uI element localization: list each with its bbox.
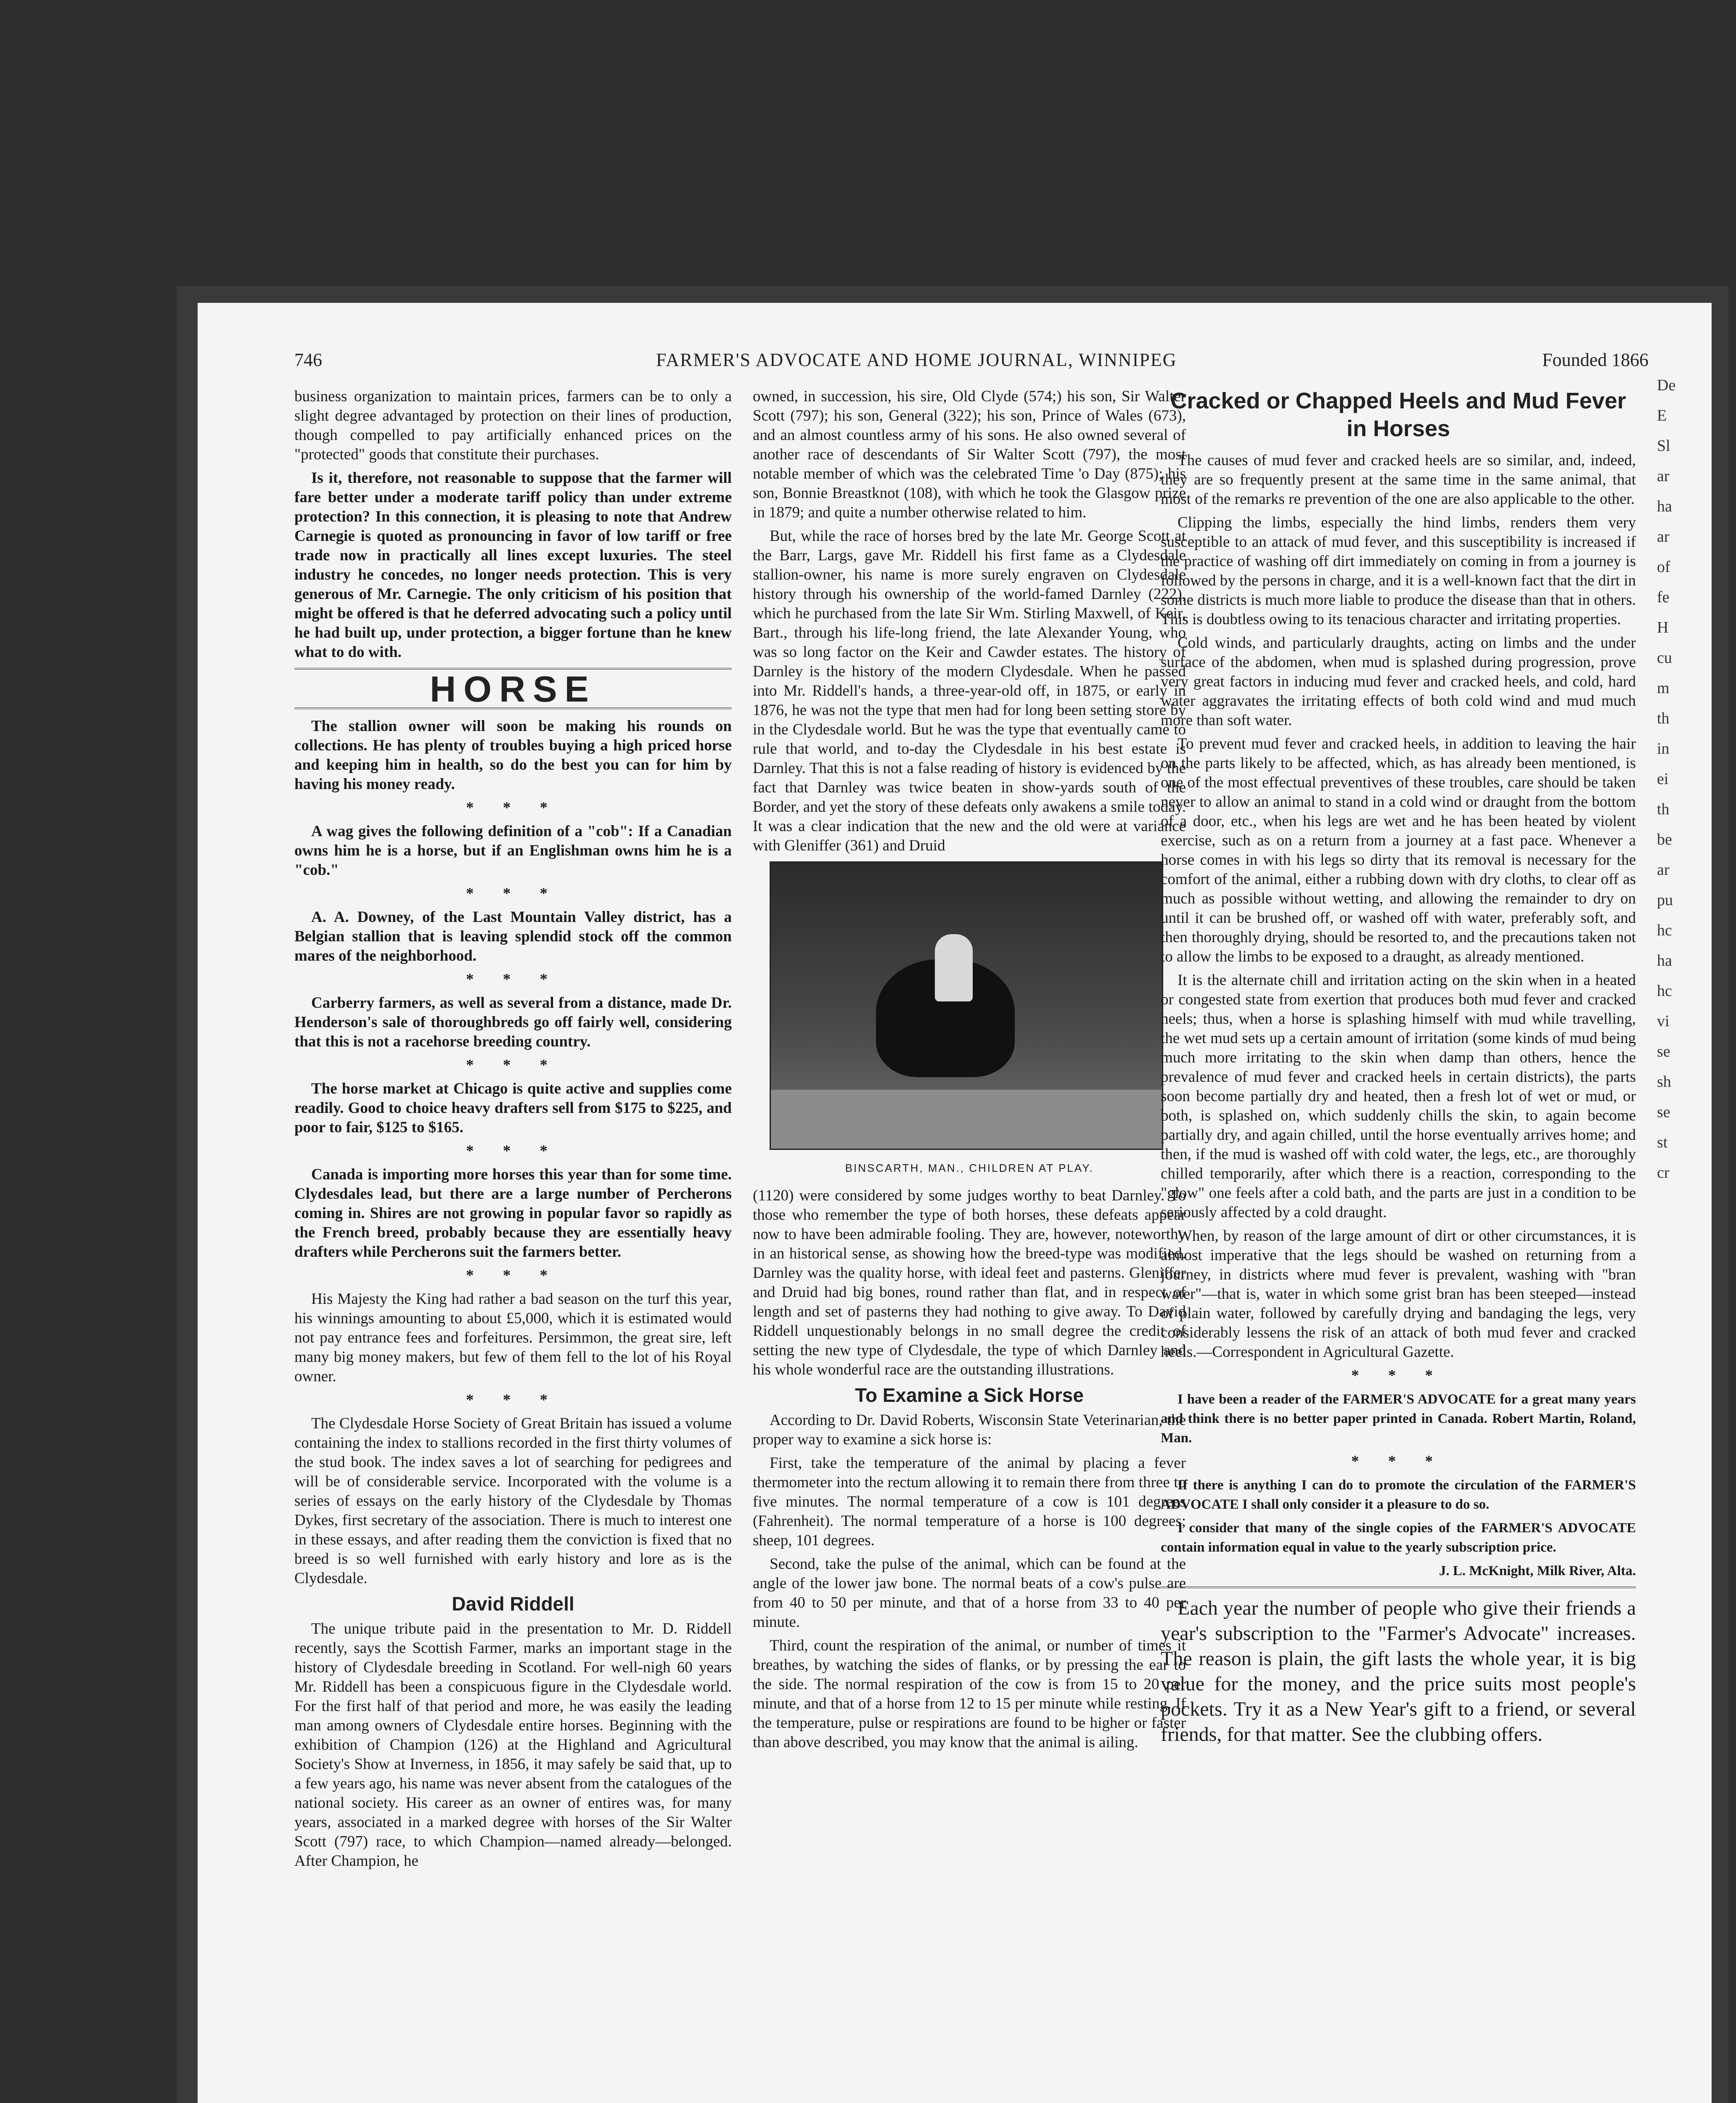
separator-stars: * * *	[466, 799, 560, 816]
riddell-continued-2: But, while the race of horses bred by the late Mr. George Scott at the Barr, Largs, gave Mr. Riddell his first fame as a Clydesdale stallion-owner, his name is more surely engraven on Clydesdale history through his ownership of the world-famed Darnley (222), which he purchased from the late Sir Wm. Stirling Maxwell, of Keir, Bart., through his life-long friend, the late Alexander Young, who was so long factor on the Keir and Cawder estates. The history of Darnley is the history of the modern Clydesdale. When he passed into Mr. Riddell's hands, a three-year-old off, in 1875, or early in 1876, he was not the type that men had for long been setting store by in the Clydesdale world. But he was the type that eventually came to rule that world, and to-day the Clydesdale in his best estate is Darnley. That this is not a false reading of history is evidenced by the fact that Darnley was twice beaten in show-yards south of the Border, and yet the story of these defeats only awakens a smile today. It was a clear indication that the new and the old were at variance with Gleniffer (361) and Druid	[753, 527, 1186, 854]
fragment: hc	[1657, 982, 1672, 1000]
mud-fever-para-5: It is the alternate chill and irritation acting on the skin when in a heated or congested state from exertion that produces both mud fever and cracked heels; thus, when a horse is splashing himself with mud while travelling, the wet mud sets up a certain amount of irritation (some kinds of mud being much more irritating to the skin when damp than others, hence the prevalence of mud fever and cracked heels in certain districts), the parts soon become partially dry and heated, then a fresh lot of wet or mud, or both, is splashed on, which suddenly chills the skin, to again become partially dry, and again chilled, until the horse eventually arrives home; and then, if the mud is washed off with cold water, the legs, etc., are thoroughly chilled temporarily, after which there is a reaction, corresponding to the "glow" one feels after a cold bath, and the parts are just in a condition to be seriously affected by a cold draught.	[1161, 972, 1636, 1221]
fragment: Sl	[1657, 437, 1670, 455]
separator-stars: * * *	[466, 1142, 560, 1160]
separator-stars: * * *	[466, 1391, 560, 1409]
fragment: ha	[1657, 952, 1672, 969]
column-1	[294, 387, 732, 2103]
fragment: H	[1657, 619, 1669, 636]
riddell-continued-1: owned, in succession, his sire, Old Clyde (574;) his son, Sir Walter Scott (797); his son, General (322); his son, Prince of Wales (673), and an almost countless army of his sons. He also owned several of another race of descendants of Sir Walter Scott (797), the most notable member of which was the celebrated Time 'o Day (875); his son, Bonnie Breastknot (108), with which he took the Glasgow prize in 1879; and quite a number otherwise related to him.	[753, 388, 1186, 521]
fragment: fe	[1657, 588, 1670, 606]
fragment: st	[1657, 1134, 1668, 1151]
photo-child	[935, 934, 973, 1001]
separator-stars: * * *	[466, 971, 560, 988]
separator-stars: * * *	[466, 885, 560, 902]
article-title-riddell: David Riddell	[452, 1593, 574, 1615]
fragment: vi	[1657, 1012, 1670, 1030]
sick-horse-respiration: Third, count the respiration of the animal, or number of times it breathes, by watching the sides of flanks, or by pressing the ear to the side. The normal respiration of the cow is from 15 to 20 per minute, and that of a horse from 12 to 15 per minute while resting. If the temperature, pulse or respirations are found to be higher or faster than above described, you may know that the animal is ailing.	[753, 1637, 1186, 1751]
fragment: pu	[1657, 891, 1673, 909]
fragment: be	[1657, 831, 1672, 848]
riddell-text: The unique tribute paid in the presentation to Mr. D. Riddell recently, says the Scottish Farmer, marks an important stage in the history of Clydesdale breeding in Scotland. For well-nigh 60 years Mr. Riddell has been a conspicuous figure in the Clydesdale world. For the first half of that period and more, he was easily the leading man among owners of Clydesdale entire horses. Beginning with the exhibition of Champion (126) at the Highland and Agricultural Society's Show at Inverness, in 1856, it may safely be said that, up to a few years ago, his name was never absent from the catalogues of the national society. His career as an owner of entires was, for many years, associated in a marked degree with horses of the Sir Walter Scott (797) race, to which Champion—named already—belonged. After Champion, he	[294, 1620, 732, 1870]
intro-paragraph-1: business organization to maintain prices, farmers can be to only a slight degree advantaged by protection on their lines of production, though compelled to pay artificially enhanced prices on the "protected" goods that constitute their purchases.	[294, 388, 732, 463]
fragment: of	[1657, 558, 1670, 576]
separator-stars: * * *	[466, 1267, 560, 1284]
note-carberry: Carberry farmers, as well as several from a distance, made Dr. Henderson's sale of thoroughbreds go off fairly well, considering that this is not a racehorse breeding country.	[294, 994, 732, 1050]
article-title-sick-horse: To Examine a Sick Horse	[855, 1384, 1084, 1406]
fragment: se	[1657, 1043, 1670, 1060]
sick-horse-pulse: Second, take the pulse of the animal, which can be found at the angle of the lower jaw bone. The normal beats of a cow's pulse are from 40 to 50 per minute, and that of a horse from 33 to 40 per minute.	[753, 1555, 1186, 1631]
fragment: ar	[1657, 528, 1670, 546]
fragment: th	[1657, 800, 1670, 818]
fragment: cr	[1657, 1164, 1670, 1181]
fragment: De	[1657, 376, 1676, 394]
founded-date: Founded 1866	[1542, 350, 1649, 370]
subscription-promo: Each year the number of people who give their friends a year's subscription to the "Farmer's Advocate" increases. The reason is plain, the gift lasts the whole year, it is big value for the money, and the price suits most people's pockets. Try it as a New Year's gift to a friend, or several friends, for that matter. See the clubbing offers.	[1161, 1597, 1636, 1745]
letter-signature: J. L. McKnight, Milk River, Alta.	[1439, 1563, 1636, 1579]
fragment: ar	[1657, 467, 1670, 485]
divider	[1161, 1587, 1636, 1590]
note-cob: A wag gives the following definition of a "cob": If a Canadian owns him he is a horse, but if an Englishman owns him he is a "cob."	[294, 823, 732, 879]
column-2	[753, 387, 1186, 2103]
mud-fever-para-3: Cold winds, and particularly draughts, acting on limbs and the under surface of the abdomen, when mud is splashed during progression, prove very great factors in inducing mud fever and cracked heels, and cold, hard water aggravates the irritating effects of both cold wind and mud much more than soft water.	[1161, 634, 1636, 729]
letter-promote: If there is anything I can do to promote the circulation of the FARMER'S ADVOCATE I shall only consider it a pleasure to do so.	[1161, 1478, 1636, 1512]
photo-caption: BINSCARTH, MAN., CHILDREN AT PLAY.	[845, 1162, 1094, 1174]
sick-horse-intro: According to Dr. David Roberts, Wisconsin State Veterinarian, the proper way to examine a sick horse is:	[753, 1412, 1186, 1448]
fragment: ha	[1657, 498, 1672, 515]
fragment: in	[1657, 740, 1670, 758]
note-downey: A. A. Downey, of the Last Mountain Valley district, has a Belgian stallion that is leaving splendid stock off the common mares of the neighborhood.	[294, 908, 732, 964]
photo-children-at-play	[770, 861, 1163, 1150]
separator-stars: * * *	[466, 1057, 560, 1074]
article-title-mud-fever: Cracked or Chapped Heels and Mud Fever in Horses	[1170, 388, 1626, 441]
mud-fever-para-4: To prevent mud fever and cracked heels, in addition to leaving the hair on the parts likely to be affected, which, as has already been mentioned, is one of the most effectual preventives of these troubles, care should be taken never to allow an animal to stand in a cold wind or draught from the bottom of a door, etc., when his legs are wet and he has been heated by violent exercise, such as on a return from a journey at a fast pace. Whenever a horse comes in with his legs so dirty that its removal is necessary for the comfort of the animal, either a rubbing down with dry cloths, to clear off as much as possible without wetting, and allowing the remainder to dry on until it can be brushed off, or washed off with water, preferably soft, and then thoroughly drying, should be resorted to, and the precautions taken not to allow the limbs to be exposed to a draught, as already mentioned.	[1161, 735, 1636, 965]
journal-title: FARMER'S ADVOCATE AND HOME JOURNAL, WINNIPEG	[656, 350, 1177, 370]
separator-stars: * * *	[1351, 1453, 1445, 1470]
fragment: se	[1657, 1103, 1670, 1121]
note-chicago: The horse market at Chicago is quite active and supplies come readily. Good to choice heavy drafters sell from $175 to $225, and poor to fair, $125 to $165.	[294, 1080, 732, 1136]
fragment: m	[1657, 679, 1670, 697]
note-imports: Canada is importing more horses this year than for some time. Clydesdales lead, but there are a large number of Percherons coming in. Shires are not growing in popular favor so rapidly as the French breed, probably because they are essentially heavy drafters while Percherons suit the farmers better.	[294, 1166, 732, 1261]
fragment: ar	[1657, 861, 1670, 879]
note-king: His Majesty the King had rather a bad season on the turf this year, his winnings amounting to about £5,000, which it is estimated would not pay entrance fees and forfeitures. Persimmon, the great sire, left many big money makers, but few of them fell to the lot of his Royal owner.	[294, 1290, 732, 1385]
fragment: sh	[1657, 1073, 1671, 1091]
fragment: ei	[1657, 770, 1669, 788]
mud-fever-para-6: When, by reason of the large amount of dirt or other circumstances, it is almost imperative that the legs should be washed on returning from a journey, in districts where mud fever is prevalent, washing with "bran water"—that is, water in which some grist bran has been steeped—instead of plain water, followed by carefully drying and bandaging the legs, very considerably lessens the risk of an attack of both mud fever and cracked heels.—Correspondent in Agricultural Gazette.	[1161, 1227, 1636, 1361]
adjacent-page-fragments	[1657, 370, 1716, 2103]
fragment: hc	[1657, 922, 1672, 939]
riddell-continued-3: (1120) were considered by some judges worthy to beat Darnley. To those who remember the type of both horses, these defeats appear now to have been admirable fooling. They are, however, noteworthy in an historical sense, as showing how the breed-type was modified. Darnley was the quality horse, with ideal feet and pasterns. Gleniffer and Druid had big bones, round rather than flat, and in respect of length and set of pasterns they had nothing to give away. To David Riddell unquestionably belongs in no small degree the credit of setting the new type of Clydesdale, the type of which Darnley and his whole wonderful race are the outstanding illustrations.	[753, 1187, 1186, 1378]
fragment: th	[1657, 710, 1670, 727]
page-header	[294, 345, 1649, 379]
letter-single-copies: I consider that many of the single copies of the FARMER'S ADVOCATE contain information equal in value to the yearly subscription price.	[1161, 1520, 1636, 1555]
fragment: E	[1657, 407, 1667, 424]
sick-horse-temperature: First, take the temperature of the animal by placing a fever thermometer into the rectum allowing it to remain there from three to five minutes. The normal temperature of a cow is 101 degrees (Fahrenheit). The normal temperature of a horse is 100 degrees; sheep, 101 degrees.	[753, 1454, 1186, 1549]
intro-paragraph-2: Is it, therefore, not reasonable to suppose that the farmer will fare better under a moderate tariff policy than under extreme protection? In this connection, it is pleasing to note that Andrew Carnegie is quoted as pronouncing in favor of low tariff or free trade now in practically all lines except luxuries. The steel industry he concedes, no longer needs protection. This is very generous of Mr. Carnegie. The only criticism of his position that might be offered is that he deferred advocating such a policy until he had built up, under protection, a bigger fortune than he knew what to do with.	[294, 469, 732, 661]
fragment: cu	[1657, 649, 1672, 667]
column-3	[1161, 387, 1636, 2103]
mud-fever-para-2: Clipping the limbs, especially the hind limbs, renders them very susceptible to an attack of mud fever, and this susceptibility is increased if the practice of washing off dirt immediately on coming in from a journey is followed by the persons in charge, and it is a well-known fact that the dirt in some districts is much more liable to produce the disease than that in others. This is doubtless owing to its tenacious character and irritating properties.	[1161, 514, 1636, 628]
letter-martin: I have been a reader of the FARMER'S ADVOCATE for a great many years and think there is no better paper printed in Canada. Robert Martin, Roland, Man.	[1161, 1392, 1636, 1446]
separator-stars: * * *	[1351, 1367, 1445, 1384]
photo-ground	[771, 1090, 1162, 1149]
note-stallion: The stallion owner will soon be making his rounds on collections. He has plenty of troubles buying a high priced horse and keeping him in health, so do the best you can for him by having his money ready.	[294, 718, 732, 793]
section-title-horse: HORSE	[430, 669, 596, 710]
mud-fever-para-1: The causes of mud fever and cracked heels are so similar, and, indeed, they are so frequently present at the same time in the same animal, that most of the remarks re prevention of the one are also applicable to the other.	[1161, 452, 1636, 508]
page-number: 746	[294, 350, 322, 370]
note-clydesdale-society: The Clydesdale Horse Society of Great Britain has issued a volume containing the index to stallions recorded in the first thirty volumes of the stud book. The index saves a lot of searching for pedigrees and will be of considerable service. Incorporated with the volume is a series of essays on the early history of the Clydesdale by Thomas Dykes, first secretary of the association. There is much to interest one in these essays, and after reading them the conviction is fixed that no breed is so well furnished with early history and lore as is the Clydesdale.	[294, 1415, 732, 1587]
